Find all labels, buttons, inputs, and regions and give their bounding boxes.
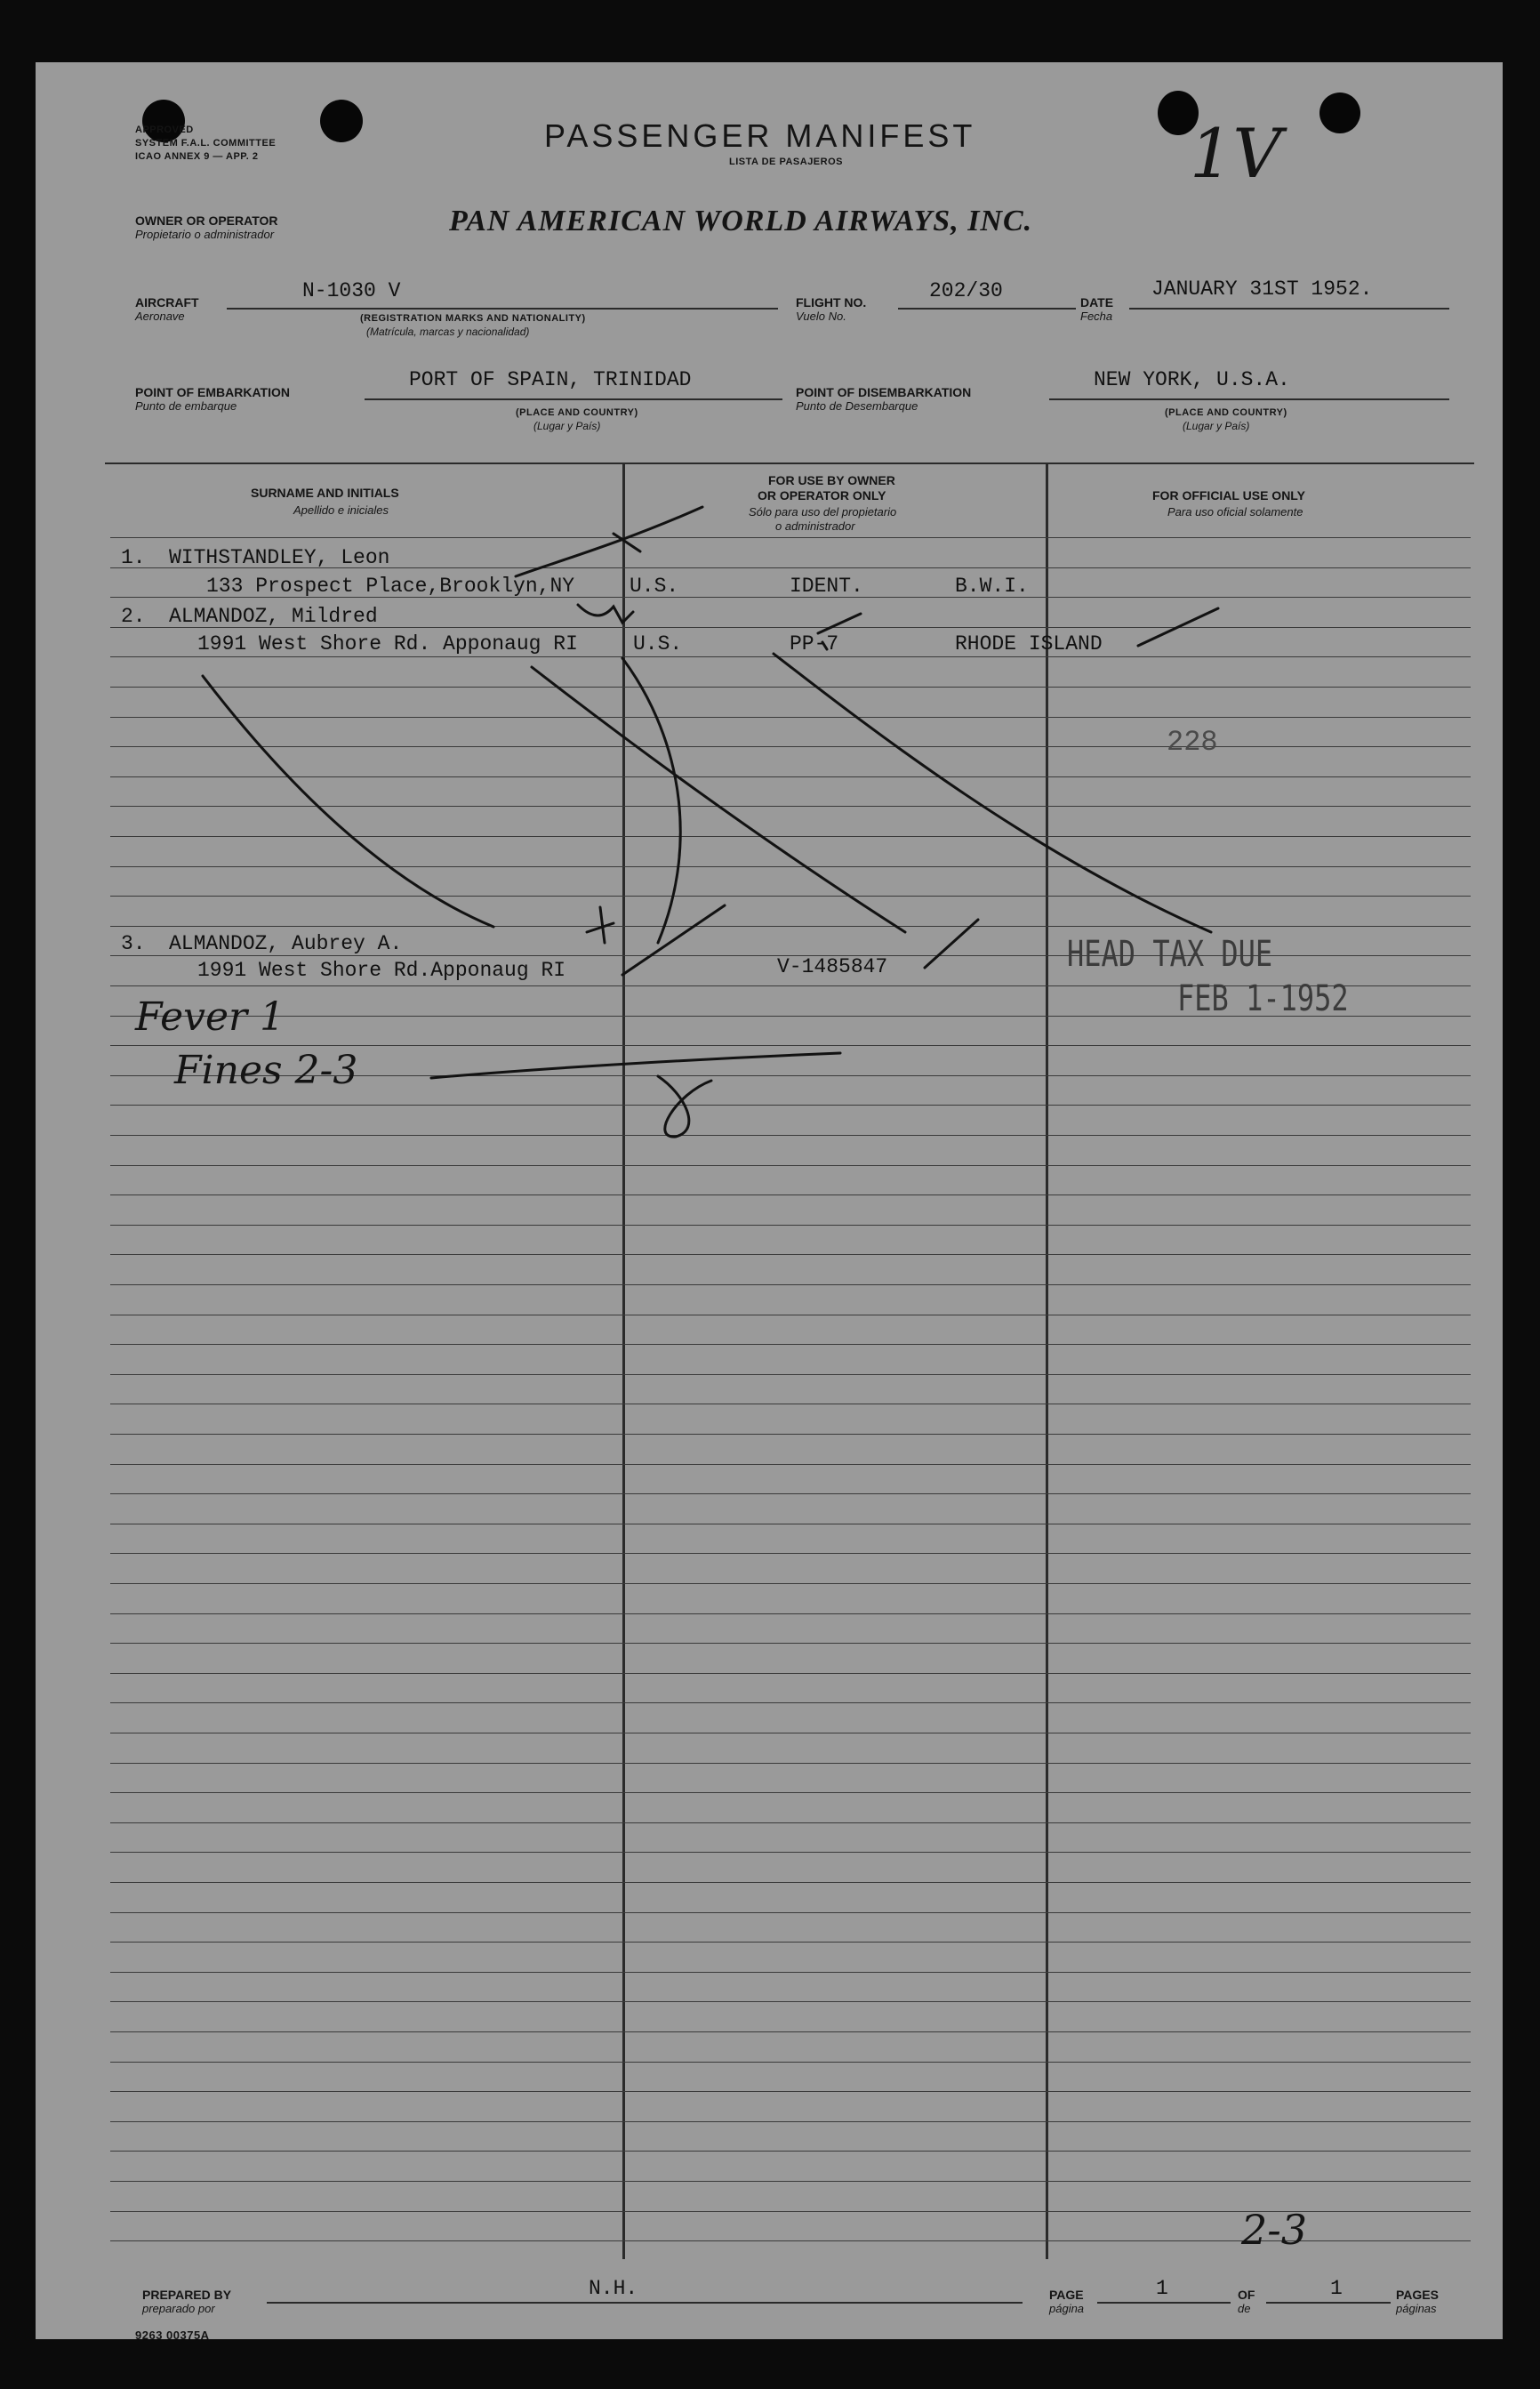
aircraft-sub: (REGISTRATION MARKS AND NATIONALITY): [360, 313, 586, 324]
pages-label-es: páginas: [1396, 2302, 1437, 2315]
approval-line: APPROVED: [135, 125, 194, 135]
passenger-address: 1991 West Shore Rd.Apponaug RI: [197, 959, 566, 982]
page-underline: [1097, 2302, 1231, 2304]
embarkation-label: POINT OF EMBARKATION: [135, 385, 290, 399]
disembarkation-sub: (PLACE AND COUNTRY): [1165, 407, 1287, 418]
form-number: 9263 00375A: [135, 2329, 210, 2342]
column-header-operator-es: Sólo para uso del propietario: [749, 505, 897, 519]
flight-value: 202/30: [929, 279, 1003, 302]
column-header-surname-es: Apellido e iniciales: [293, 503, 389, 517]
aircraft-value: N-1030 V: [302, 279, 401, 302]
owner-label-es: Propietario o administrador: [135, 228, 275, 241]
prepared-value: N.H.: [589, 2277, 638, 2300]
disembarkation-label: POINT OF DISEMBARKATION: [796, 385, 972, 399]
date-label-es: Fecha: [1080, 310, 1113, 323]
page-title-es: LISTA DE PASAJEROS: [729, 157, 843, 167]
of-value: 1: [1330, 2277, 1343, 2300]
page-value: 1: [1156, 2277, 1168, 2300]
prepared-label: PREPARED BY: [142, 2288, 232, 2302]
passenger-address: 133 Prospect Place,Brooklyn,NY: [206, 575, 575, 598]
embarkation-sub: (PLACE AND COUNTRY): [516, 407, 638, 418]
disembarkation-value: NEW YORK, U.S.A.: [1094, 368, 1290, 391]
page-title: PASSENGER MANIFEST: [544, 117, 976, 154]
column-header-operator: OR OPERATOR ONLY: [758, 488, 886, 503]
page-label-es: página: [1049, 2302, 1085, 2315]
passenger-document: IDENT.: [790, 575, 863, 598]
of-label-es: de: [1238, 2302, 1251, 2315]
prepared-label-es: preparado por: [142, 2302, 215, 2315]
embarkation-value: PORT OF SPAIN, TRINIDAD: [409, 368, 692, 391]
aircraft-label-es: Aeronave: [135, 310, 185, 323]
owner-label: OWNER OR OPERATOR: [135, 213, 278, 228]
passenger-number: 3.: [121, 932, 146, 955]
pages-label: PAGES: [1396, 2288, 1439, 2302]
approval-line: ICAO ANNEX 9 — APP. 2: [135, 151, 259, 162]
count-stamp: 228: [1167, 726, 1218, 759]
handwritten-page-note: 2-3: [1241, 2206, 1308, 2254]
page-label: PAGE: [1049, 2288, 1084, 2302]
column-header-operator-es: o administrador: [775, 519, 855, 533]
passenger-number: 2.: [121, 605, 146, 628]
passenger-document: PP-7: [790, 632, 839, 656]
approval-line: SYSTEM F.A.L. COMMITTEE: [135, 138, 277, 149]
corner-mark: 1V: [1190, 114, 1282, 193]
disembarkation-label-es: Punto de Desembarque: [796, 399, 918, 413]
passenger-nationality: U.S.: [633, 632, 683, 656]
flight-label: FLIGHT NO.: [796, 295, 867, 310]
column-header-operator: FOR USE BY OWNER: [768, 473, 895, 487]
passenger-document: V-1485847: [777, 955, 888, 978]
passenger-name: ALMANDOZ, Aubrey A.: [169, 932, 403, 955]
handwritten-note: Fever 1: [135, 994, 285, 1040]
aircraft-sub-es: (Matrícula, marcas y nacionalidad): [366, 326, 530, 338]
passenger-name: ALMANDOZ, Mildred: [169, 605, 378, 628]
passenger-name: WITHSTANDLEY, Leon: [169, 546, 390, 569]
owner-value: PAN AMERICAN WORLD AIRWAYS, INC.: [449, 205, 1033, 237]
date-value: JANUARY 31ST 1952.: [1151, 278, 1373, 301]
passenger-number: 1.: [121, 546, 146, 569]
aircraft-label: AIRCRAFT: [135, 295, 199, 310]
column-header-surname: SURNAME AND INITIALS: [251, 486, 399, 500]
date-label: DATE: [1080, 295, 1114, 310]
of-label: OF: [1238, 2288, 1255, 2302]
prepared-underline: [267, 2302, 1023, 2304]
head-tax-stamp: HEAD TAX DUE: [1067, 934, 1273, 975]
embarkation-label-es: Punto de embarque: [135, 399, 237, 413]
passenger-official-note: B.W.I.: [955, 575, 1029, 598]
passenger-official-note: RHODE ISLAND: [955, 632, 1103, 656]
column-header-official: FOR OFFICIAL USE ONLY: [1152, 488, 1305, 503]
flight-label-es: Vuelo No.: [796, 310, 846, 323]
handwritten-note: Fines 2-3: [174, 1048, 358, 1093]
passenger-nationality: U.S.: [630, 575, 679, 598]
embarkation-sub-es: (Lugar y País): [533, 420, 601, 432]
of-underline: [1266, 2302, 1391, 2304]
passenger-address: 1991 West Shore Rd. Apponaug RI: [197, 632, 578, 656]
head-tax-stamp-date: FEB 1-1952: [1177, 978, 1349, 1019]
column-header-official-es: Para uso oficial solamente: [1167, 505, 1303, 519]
disembarkation-sub-es: (Lugar y País): [1183, 420, 1250, 432]
